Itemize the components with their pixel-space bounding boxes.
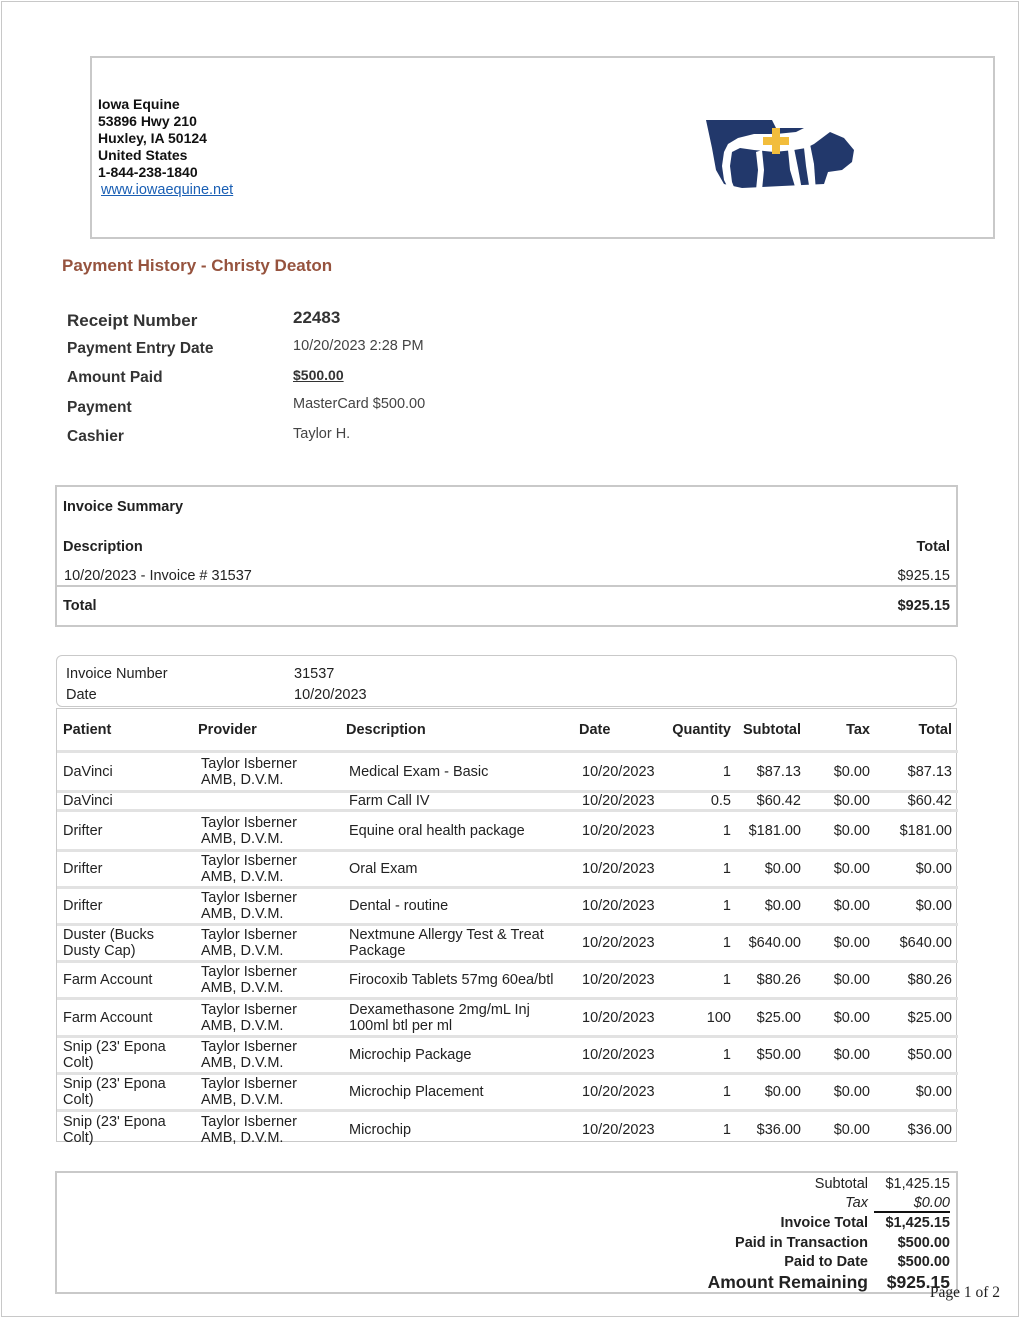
cell-quantity: 1 — [661, 888, 737, 925]
invoice-date-label: Date — [66, 687, 97, 703]
col-subtotal: Subtotal — [743, 721, 801, 738]
cell-total: $60.42 — [876, 792, 958, 811]
invoice-total-value: $1,425.15 — [885, 1215, 950, 1231]
invoice-totals — [55, 1171, 958, 1294]
table-row — [57, 1074, 958, 1111]
cell-date: 10/20/2023 — [573, 999, 661, 1037]
invoice-summary-title: Invoice Summary — [63, 499, 184, 515]
cell-patient: Drifter — [57, 851, 192, 888]
cell-subtotal: $60.42 — [737, 792, 807, 811]
table-row — [57, 962, 958, 999]
cell-subtotal: $0.00 — [737, 888, 807, 925]
table-row — [57, 752, 958, 792]
receipt-number-value: 22483 — [293, 308, 341, 327]
company-header — [90, 56, 995, 239]
cell-total: $0.00 — [876, 1074, 958, 1111]
cell-tax: $0.00 — [807, 851, 876, 888]
cell-subtotal: $640.00 — [737, 925, 807, 962]
cell-total: $87.13 — [876, 752, 958, 792]
cell-patient: Farm Account — [57, 962, 192, 999]
cell-subtotal: $80.26 — [737, 962, 807, 999]
cell-quantity: 100 — [661, 999, 737, 1037]
payment-entry-date-value: 10/20/2023 2:28 PM — [293, 338, 424, 354]
cell-patient: DaVinci — [57, 752, 192, 792]
company-address — [98, 96, 233, 199]
cell-description: Microchip — [340, 1111, 573, 1148]
paid-in-transaction-label: Paid in Transaction — [735, 1235, 868, 1251]
invoice-number-value: 31537 — [294, 666, 335, 682]
cell-total: $50.00 — [876, 1037, 958, 1074]
col-quantity: Quantity — [672, 721, 731, 738]
cell-provider: Taylor Isberner AMB, D.V.M. — [192, 811, 340, 851]
table-row — [57, 811, 958, 851]
cell-tax: $0.00 — [807, 962, 876, 999]
cell-subtotal: $25.00 — [737, 999, 807, 1037]
summary-footer-value: $925.15 — [897, 598, 950, 614]
invoice-info — [56, 655, 957, 707]
cell-provider: Taylor Isberner AMB, D.V.M. — [192, 1037, 340, 1074]
cell-provider: Taylor Isberner AMB, D.V.M. — [192, 925, 340, 962]
cell-subtotal: $0.00 — [737, 851, 807, 888]
amount-remaining-value: $925.15 — [886, 1272, 950, 1292]
page-title: Payment History - Christy Deaton — [62, 256, 333, 275]
cashier-label: Cashier — [67, 428, 124, 445]
cell-quantity: 1 — [661, 1037, 737, 1074]
cell-patient: DaVinci — [57, 792, 192, 811]
table-header-row — [57, 709, 958, 752]
cell-tax: $0.00 — [807, 1111, 876, 1148]
col-total: Total — [918, 721, 952, 738]
cell-tax: $0.00 — [807, 1074, 876, 1111]
cell-date: 10/20/2023 — [573, 925, 661, 962]
invoice-date-value: 10/20/2023 — [294, 687, 367, 703]
cell-subtotal: $87.13 — [737, 752, 807, 792]
cell-tax: $0.00 — [807, 999, 876, 1037]
cell-quantity: 1 — [661, 925, 737, 962]
cell-quantity: 1 — [661, 1111, 737, 1148]
company-street: 53896 Hwy 210 — [98, 113, 197, 129]
cell-provider: Taylor Isberner AMB, D.V.M. — [192, 1111, 340, 1148]
cell-date: 10/20/2023 — [573, 962, 661, 999]
cell-total: $0.00 — [876, 851, 958, 888]
company-website-link[interactable]: www.iowaequine.net — [101, 182, 234, 198]
cell-quantity: 1 — [661, 752, 737, 792]
table-row — [57, 925, 958, 962]
subtotal-value: $1,425.15 — [885, 1176, 950, 1192]
cell-tax: $0.00 — [807, 888, 876, 925]
subtotal-label: Subtotal — [814, 1176, 868, 1192]
company-city: Huxley, IA 50124 — [98, 130, 207, 146]
cell-patient: Snip (23' Epona Colt) — [57, 1111, 192, 1148]
amount-paid-value: $500.00 — [293, 367, 344, 383]
cell-provider: Taylor Isberner AMB, D.V.M. — [192, 1074, 340, 1111]
summary-footer-label: Total — [63, 598, 97, 614]
cell-date: 10/20/2023 — [573, 1111, 661, 1148]
cell-date: 10/20/2023 — [573, 1037, 661, 1074]
cell-quantity: 1 — [661, 851, 737, 888]
paid-in-transaction-value: $500.00 — [897, 1235, 950, 1251]
company-phone: 1-844-238-1840 — [98, 164, 198, 180]
summary-row-description: 10/20/2023 - Invoice # 31537 — [64, 568, 252, 584]
receipt-number-label: Receipt Number — [67, 311, 198, 330]
cell-subtotal: $181.00 — [737, 811, 807, 851]
cell-date: 10/20/2023 — [573, 888, 661, 925]
cell-date: 10/20/2023 — [573, 1074, 661, 1111]
invoice-number-label: Invoice Number — [66, 666, 168, 682]
cell-total: $0.00 — [876, 888, 958, 925]
cell-date: 10/20/2023 — [573, 811, 661, 851]
payment-value: MasterCard $500.00 — [293, 396, 426, 412]
cell-subtotal: $0.00 — [737, 1074, 807, 1111]
cell-description: Equine oral health package — [340, 811, 573, 851]
cell-patient: Drifter — [57, 811, 192, 851]
payment-entry-date-label: Payment Entry Date — [67, 340, 214, 357]
cell-date: 10/20/2023 — [573, 752, 661, 792]
tax-label: Tax — [845, 1195, 868, 1211]
line-items-table — [56, 708, 957, 1146]
table-row — [57, 999, 958, 1037]
cell-total: $25.00 — [876, 999, 958, 1037]
cell-provider: Taylor Isberner AMB, D.V.M. — [192, 851, 340, 888]
cell-description: Nextmune Allergy Test & Treat Package — [340, 925, 573, 962]
cell-provider: Taylor Isberner AMB, D.V.M. — [192, 999, 340, 1037]
cell-description: Oral Exam — [340, 851, 573, 888]
cell-provider — [192, 792, 340, 811]
cell-tax: $0.00 — [807, 925, 876, 962]
cell-total: $640.00 — [876, 925, 958, 962]
cell-total: $80.26 — [876, 962, 958, 999]
amount-remaining-label: Amount Remaining — [707, 1272, 868, 1292]
cell-tax: $0.00 — [807, 811, 876, 851]
page-number: Page 1 of 2 — [929, 1284, 1000, 1301]
invoice-total-label: Invoice Total — [780, 1215, 868, 1231]
cell-patient: Snip (23' Epona Colt) — [57, 1037, 192, 1074]
cell-total: $181.00 — [876, 811, 958, 851]
cell-quantity: 1 — [661, 962, 737, 999]
cell-provider: Taylor Isberner AMB, D.V.M. — [192, 752, 340, 792]
cell-description: Microchip Placement — [340, 1074, 573, 1111]
table-row — [57, 1111, 958, 1148]
paid-to-date-value: $500.00 — [897, 1254, 950, 1270]
summary-total-header: Total — [916, 539, 950, 555]
horse-cross-logo-icon — [702, 108, 862, 196]
company-name: Iowa Equine — [98, 96, 180, 112]
cashier-value: Taylor H. — [293, 426, 351, 442]
cell-patient: Duster (Bucks Dusty Cap) — [57, 925, 192, 962]
col-provider: Provider — [198, 721, 257, 738]
cell-tax: $0.00 — [807, 792, 876, 811]
cell-subtotal: $36.00 — [737, 1111, 807, 1148]
cell-tax: $0.00 — [807, 752, 876, 792]
cell-quantity: 0.5 — [661, 792, 737, 811]
paid-to-date-label: Paid to Date — [784, 1254, 868, 1270]
cell-description: Dexamethasone 2mg/mL Inj 100ml btl per ml — [340, 999, 573, 1037]
summary-divider — [57, 585, 956, 587]
cell-description: Microchip Package — [340, 1037, 573, 1074]
col-tax: Tax — [846, 721, 870, 738]
cell-patient: Farm Account — [57, 999, 192, 1037]
table-row — [57, 851, 958, 888]
cell-quantity: 1 — [661, 811, 737, 851]
cell-patient: Snip (23' Epona Colt) — [57, 1074, 192, 1111]
cell-description: Farm Call IV — [340, 792, 573, 811]
col-description: Description — [346, 721, 426, 738]
invoice-summary — [55, 485, 958, 627]
col-date: Date — [579, 721, 611, 738]
tax-value: $0.00 — [874, 1195, 950, 1213]
cell-tax: $0.00 — [807, 1037, 876, 1074]
cell-subtotal: $50.00 — [737, 1037, 807, 1074]
line-items-body — [57, 752, 958, 1148]
cell-provider: Taylor Isberner AMB, D.V.M. — [192, 888, 340, 925]
company-country: United States — [98, 147, 188, 163]
cell-provider: Taylor Isberner AMB, D.V.M. — [192, 962, 340, 999]
table-row — [57, 888, 958, 925]
payment-label: Payment — [67, 399, 132, 416]
cell-date: 10/20/2023 — [573, 792, 661, 811]
col-patient: Patient — [63, 721, 112, 738]
cell-description: Medical Exam - Basic — [340, 752, 573, 792]
summary-description-header: Description — [63, 539, 143, 555]
amount-paid-label: Amount Paid — [67, 369, 163, 386]
cell-date: 10/20/2023 — [573, 851, 661, 888]
table-row — [57, 792, 958, 811]
summary-row-total: $925.15 — [897, 568, 950, 584]
cell-total: $36.00 — [876, 1111, 958, 1148]
cell-patient: Drifter — [57, 888, 192, 925]
table-row — [57, 1037, 958, 1074]
cell-description: Dental - routine — [340, 888, 573, 925]
cell-quantity: 1 — [661, 1074, 737, 1111]
cell-description: Firocoxib Tablets 57mg 60ea/btl — [340, 962, 573, 999]
